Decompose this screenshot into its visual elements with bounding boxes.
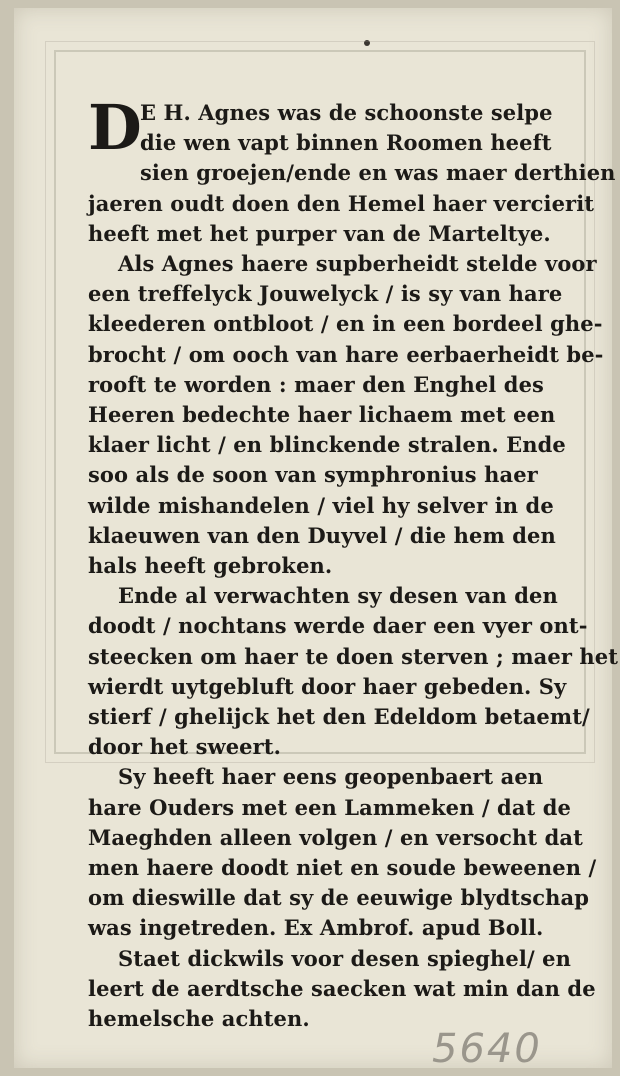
text-line: hare Ouders met een Lammeken / dat de (88, 794, 571, 820)
paragraph-4 (88, 762, 620, 943)
text-line: een treffelyck Jouwelyck / is sy van hare (88, 281, 563, 307)
text-line: klaeuwen van den Duyvel / die hem den (88, 522, 556, 548)
paragraph-1 (88, 91, 620, 249)
text-line: Maeghden alleen volgen / en versocht dat (88, 824, 583, 850)
text-line: klaer licht / en blinckende stralen. Ende (88, 432, 566, 458)
text-line: soo als de soon van symphronius haer (88, 462, 538, 488)
text-line: stierf / ghelijck het den Edeldom betaemt/ (88, 704, 590, 730)
text-line: door het sweert. (88, 734, 282, 760)
body-text (88, 91, 620, 1034)
text-line: Als Agnes haere supberheidt stelde voor (118, 251, 597, 277)
paragraph-2 (88, 249, 620, 581)
ink-dot (364, 40, 370, 46)
text-line: doodt / nochtans werde daer een vyer ont- (88, 613, 588, 639)
text-line: Sy heeft haer eens geopenbaert aen (118, 764, 544, 790)
text-line: om dieswille dat sy de eeuwige blydtschap (88, 885, 589, 911)
text-line: kleederen ontbloot / en in een bordeel ghe- (88, 311, 603, 337)
text-line: Staet dickwils voor desen spieghel/ en (118, 945, 571, 971)
text-line: hemelsche achten. (88, 1006, 310, 1032)
text-line: men haere doodt niet en soude beweenen / (88, 855, 597, 881)
paragraph-3 (88, 581, 620, 762)
text-line: jaeren oudt doen den Hemel haer vercierit (88, 190, 595, 216)
text-line: was ingetreden. Ex Ambrof. apud Boll. (88, 915, 544, 941)
text-line: heeft met het purper van de Marteltye. (88, 220, 551, 246)
text-line: steecken om haer te doen sterven ; maer het (88, 643, 619, 669)
text-line: rooft te worden : maer den Enghel des (88, 371, 544, 397)
printed-page (14, 8, 619, 1072)
text-line: wierdt uytgebluft door haer gebeden. Sy (88, 673, 567, 699)
paragraph-5 (88, 944, 620, 1035)
drop-cap: D (88, 91, 142, 164)
text-line: Ende al verwachten sy desen van den (118, 583, 558, 609)
text-line: E H. Agnes was de schoonste selpe (140, 100, 553, 125)
text-line: die wen vapt binnen Roomen heeft (140, 130, 552, 156)
text-line: wilde mishandelen / viel hy selver in de (88, 492, 554, 518)
text-line: leert de aerdtsche saecken wat min dan de (88, 975, 596, 1001)
text-line: Heeren bedechte haer lichaem met een (88, 402, 556, 428)
text-line: sien groejen/ende en was maer derthien (140, 160, 616, 186)
handwritten-number: 5640 (432, 1026, 542, 1072)
text-line: hals heeft gebroken. (88, 553, 333, 579)
text-line: brocht / om ooch van hare eerbaerheidt be- (88, 341, 604, 367)
